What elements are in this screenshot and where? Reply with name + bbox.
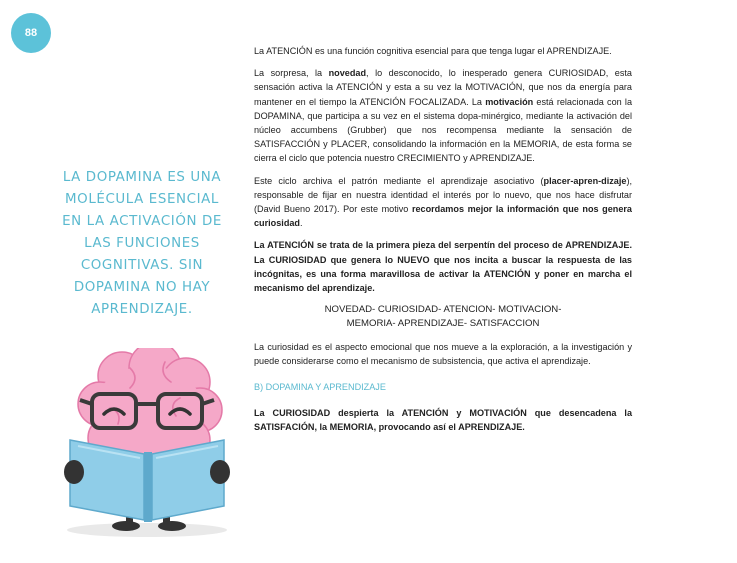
shadow [67,523,227,537]
book-icon [70,440,224,522]
left-hand [64,460,84,484]
paragraph-associative-learning: Este ciclo archiva el patrón mediante el aprendizaje asociativo (placer-apren-dizaje), responsable de fijar en nuestra identidad el interés por lo nuevo, que nos hace disfrutar (David Bueno 2017). Por este motivo recordamos mejor la información que nos genera curiosidad. [254,175,632,229]
paragraph-emotional-aspect: La curiosidad es el aspecto emocional que nos mueve a la exploración, a la investigación y puede considerarse como el mecanismo de subsistencia, que activa el aprendizaje. [254,341,632,366]
sequence-line-2: MEMORIA- APRENDIZAJE- SATISFACCION [346,318,540,330]
left-foot [112,521,140,531]
page-number: 88 [24,27,38,39]
paragraph-attention: La ATENCIÓN es una función cognitiva esencial para que tenga lugar el APRENDIZAJE. [254,46,612,56]
page-number-badge [11,13,51,53]
section-heading: B) DOPAMINA Y APRENDIZAJE [254,382,386,393]
right-foot [158,521,186,531]
learning-sequence [254,303,632,331]
sidebar-quote: LA DOPAMINA ES UNA MOLÉCULA ESENCIAL EN LA ACTIVACIÓN DE LAS FUNCIONES COGNITIVAS. SIN DOPAMINA NO HAY APRENDIZAJE. [62,170,222,317]
paragraph-serpentine: La ATENCIÓN se trata de la primera pieza del serpentín del proceso de APRENDIZAJE. La CURIOSIDAD que genera lo NUEVO que nos incita a buscar la respuesta de las incógnitas, es una forma maravillosa de activar la ATENCIÓN y poner en marcha el mecanismo del aprendizaje. [254,240,632,294]
paragraph-conclusion: La CURIOSIDAD despierta la ATENCIÓN y MOTIVACIÓN que desencadena la SATISFACIÓN, la MEMORIA, provocando así el APRENDIZAJE. [254,408,632,433]
right-hand [210,460,230,484]
sequence-line-1: NOVEDAD- CURIOSIDAD- ATENCION- MOTIVACION- [324,304,562,316]
brain-reading-illustration [60,348,235,540]
paragraph-curiosity: La sorpresa, la novedad, lo desconocido, lo inesperado genera CURIOSIDAD, esta sensación activa la ATENCIÓN y esta a su vez la MOTIVACIÓN, que nos da energía para mantener en el tiempo la ATENCIÓN FOCALIZADA. La motivación está relacionada con la DOPAMINA, que participa a su vez en el sistema dopa-minérgico, mediante la activación del núcleo accumbens (Grubber) que nos recompensa mediante la sensación de SATISFACCIÓN y PLACER, consolidando la información en la MEMORIA, de esta forma se cierra el ciclo que potencia nuestro CRECIMIENTO y APRENDIZAJE. [254,68,632,164]
main-text [254,44,632,443]
